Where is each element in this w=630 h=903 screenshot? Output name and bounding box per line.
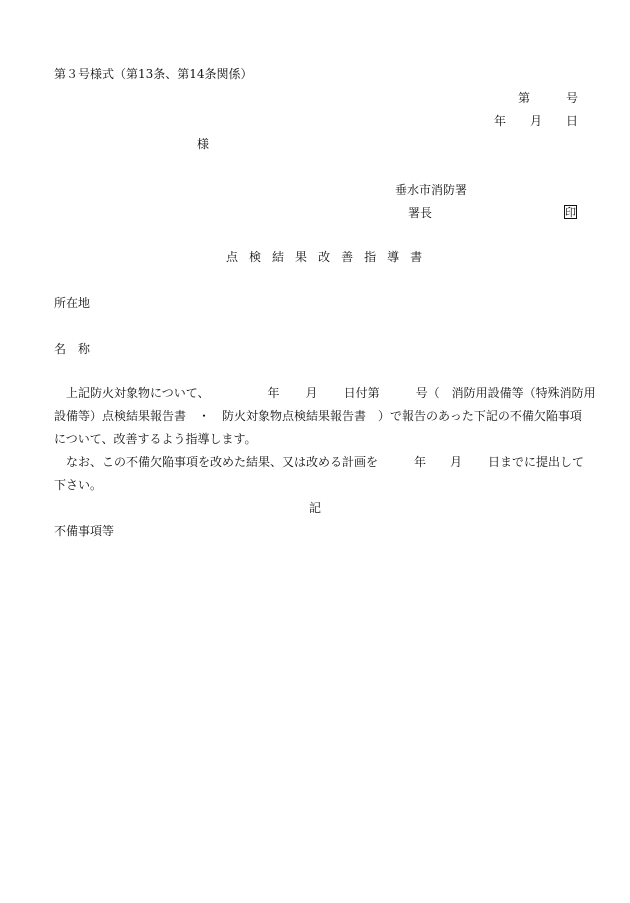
ki-heading: 記 <box>309 501 322 515</box>
seal-mark <box>564 204 577 220</box>
location-label: 所在地 <box>54 296 91 310</box>
paragraph-2-line-1 <box>54 454 585 470</box>
p1-date-no: 日付第 <box>343 386 380 400</box>
p1-text-1: 上記防火対象物について、 <box>66 386 210 400</box>
document-number-dai: 第 <box>518 91 531 105</box>
date-year-label: 年 <box>494 114 507 128</box>
title-char: 書 <box>410 250 423 264</box>
p1-text-2: 号（ 消防用設備等（特殊消防用 <box>415 386 596 400</box>
paragraph-1-line-3: について、改善するよう指導します。 <box>54 432 257 446</box>
issuer-chief: 署長 <box>408 206 433 220</box>
title-char: 指 <box>364 250 377 264</box>
p2-text-1: なお、この不備欠陥事項を改めた結果、又は改める計画を <box>66 455 379 469</box>
p2-month: 月 <box>450 455 463 469</box>
issuer-office: 垂水市消防署 <box>395 183 468 197</box>
title-char: 善 <box>341 250 354 264</box>
title-char: 改 <box>318 250 331 264</box>
title-char: 果 <box>295 250 308 264</box>
name-label: 名 称 <box>54 342 91 356</box>
paragraph-1-line-2: 設備等）点検結果報告書 ・ 防火対象物点検結果報告書 ）で報告のあった下記の不備欠陥事項 <box>54 409 582 423</box>
date-month-label: 月 <box>530 114 543 128</box>
title-char: 点 <box>226 250 239 264</box>
p1-year: 年 <box>267 386 280 400</box>
addressee-suffix: 様 <box>197 137 210 151</box>
paragraph-1-line-1 <box>54 385 596 401</box>
paragraph-2-line-2: 下さい。 <box>54 478 103 492</box>
document-number-go: 号 <box>566 91 579 105</box>
p1-month: 月 <box>305 386 318 400</box>
form-number: 第３号様式（第13条、第14条関係） <box>54 67 253 81</box>
title-char: 結 <box>272 250 285 264</box>
defects-label: 不備事項等 <box>54 524 115 538</box>
seal-box: 印 <box>565 206 576 219</box>
p2-text-2: 日までに提出して <box>488 455 585 469</box>
page-title <box>226 249 422 265</box>
p2-year: 年 <box>414 455 427 469</box>
date-day-label: 日 <box>566 114 579 128</box>
title-char: 検 <box>249 250 262 264</box>
title-char: 導 <box>387 250 400 264</box>
